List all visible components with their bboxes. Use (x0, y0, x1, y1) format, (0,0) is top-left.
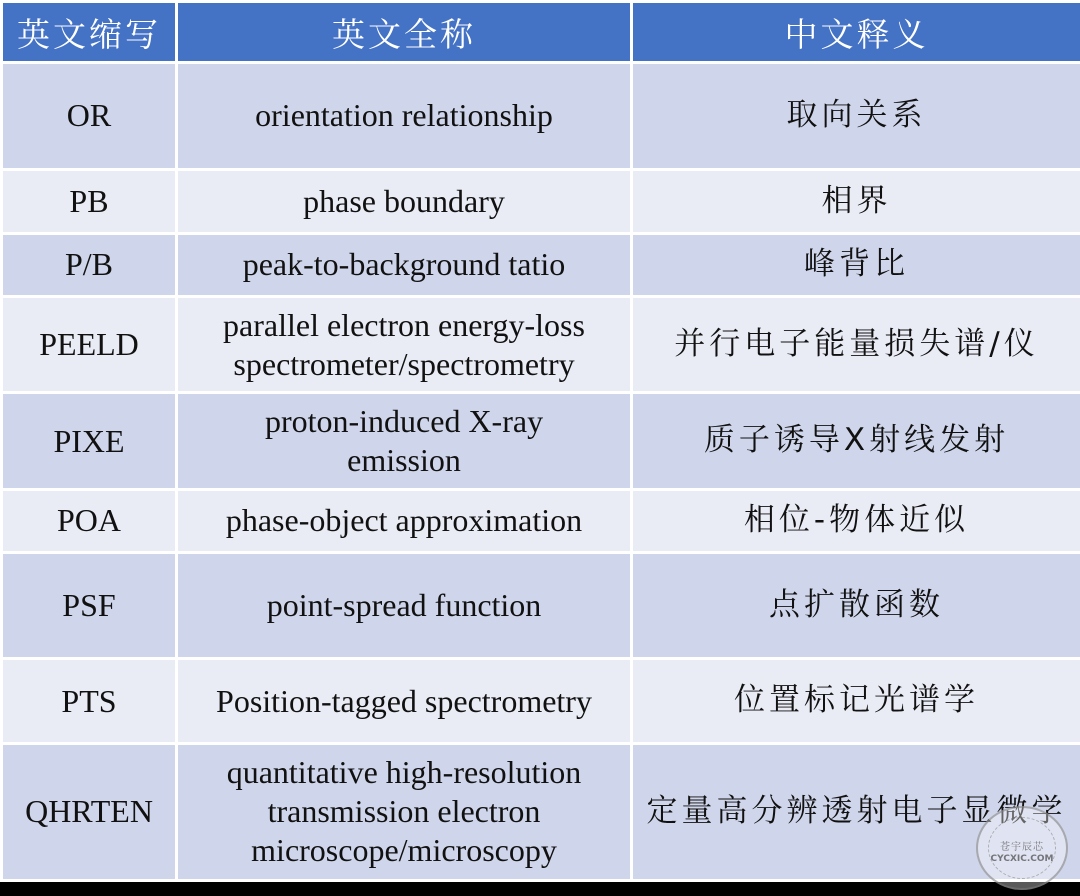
cell-abbr: PEELD (2, 296, 177, 393)
cell-abbr: POA (2, 490, 177, 552)
cell-abbr: P/B (2, 234, 177, 296)
cell-full-line: point-spread function (266, 586, 542, 623)
cell-abbr: OR (2, 63, 177, 170)
cell-cn: 峰背比 (632, 234, 1080, 296)
table-row (2, 743, 1080, 880)
cell-full (177, 234, 632, 296)
table-row (2, 552, 1080, 659)
table-row (2, 659, 1080, 744)
cell-full-line: quantitative high-resolution (226, 754, 582, 791)
cell-full-line: orientation relationship (255, 97, 553, 134)
cell-full-line: phase boundary (303, 183, 505, 219)
cell-full (177, 490, 632, 552)
cell-full-line: peak-to-background tatio (242, 246, 566, 283)
cell-full (177, 393, 632, 490)
cell-full-line: microscope/microscopy (251, 832, 557, 869)
cell-abbr: PSF (2, 552, 177, 659)
cell-abbr: QHRTEN (2, 743, 177, 880)
header-abbr: 英文缩写 (2, 2, 177, 63)
table-row (2, 234, 1080, 296)
cell-full-line: parallel electron energy-loss (223, 306, 585, 343)
header-full: 英文全称 (177, 2, 632, 63)
cell-cn: 位置标记光谱学 (632, 659, 1080, 744)
cell-abbr: PB (2, 169, 177, 233)
table-header-row (2, 2, 1080, 63)
cell-cn: 质子诱导X射线发射 (632, 393, 1080, 490)
cell-cn: 并行电子能量损失谱/仪 (632, 296, 1080, 393)
cell-full-line: proton-induced X-ray (264, 403, 544, 440)
table-row (2, 490, 1080, 552)
cell-cn: 点扩散函数 (632, 552, 1080, 659)
cell-full (177, 169, 632, 233)
cell-full (177, 743, 632, 880)
cell-cn: 相界 (632, 169, 1080, 233)
cell-full-line: transmission electron (267, 793, 541, 830)
watermark-url: CYCXIC.COM (990, 854, 1054, 864)
cell-full-line: spectrometer/spectrometry (233, 345, 575, 382)
cell-full (177, 63, 632, 170)
cell-cn: 定量高分辨透射电子显微学 (632, 743, 1080, 880)
table-row (2, 296, 1080, 393)
header-cn: 中文释义 (632, 2, 1080, 63)
cell-full-line: Position-tagged spectrometry (216, 682, 592, 719)
cell-cn: 取向关系 (632, 63, 1080, 170)
cell-cn: 相位-物体近似 (632, 490, 1080, 552)
watermark-text: 苍宇辰芯 (1000, 842, 1044, 853)
cell-full-line: emission (347, 442, 461, 479)
cell-abbr: PIXE (2, 393, 177, 490)
table-row (2, 169, 1080, 233)
cell-full (177, 552, 632, 659)
cell-full (177, 659, 632, 744)
table-row (2, 63, 1080, 170)
cell-full (177, 296, 632, 393)
table-row (2, 393, 1080, 490)
cell-abbr: PTS (2, 659, 177, 744)
watermark-seal (976, 806, 1068, 890)
cell-full-line: phase-object approximation (225, 502, 583, 539)
